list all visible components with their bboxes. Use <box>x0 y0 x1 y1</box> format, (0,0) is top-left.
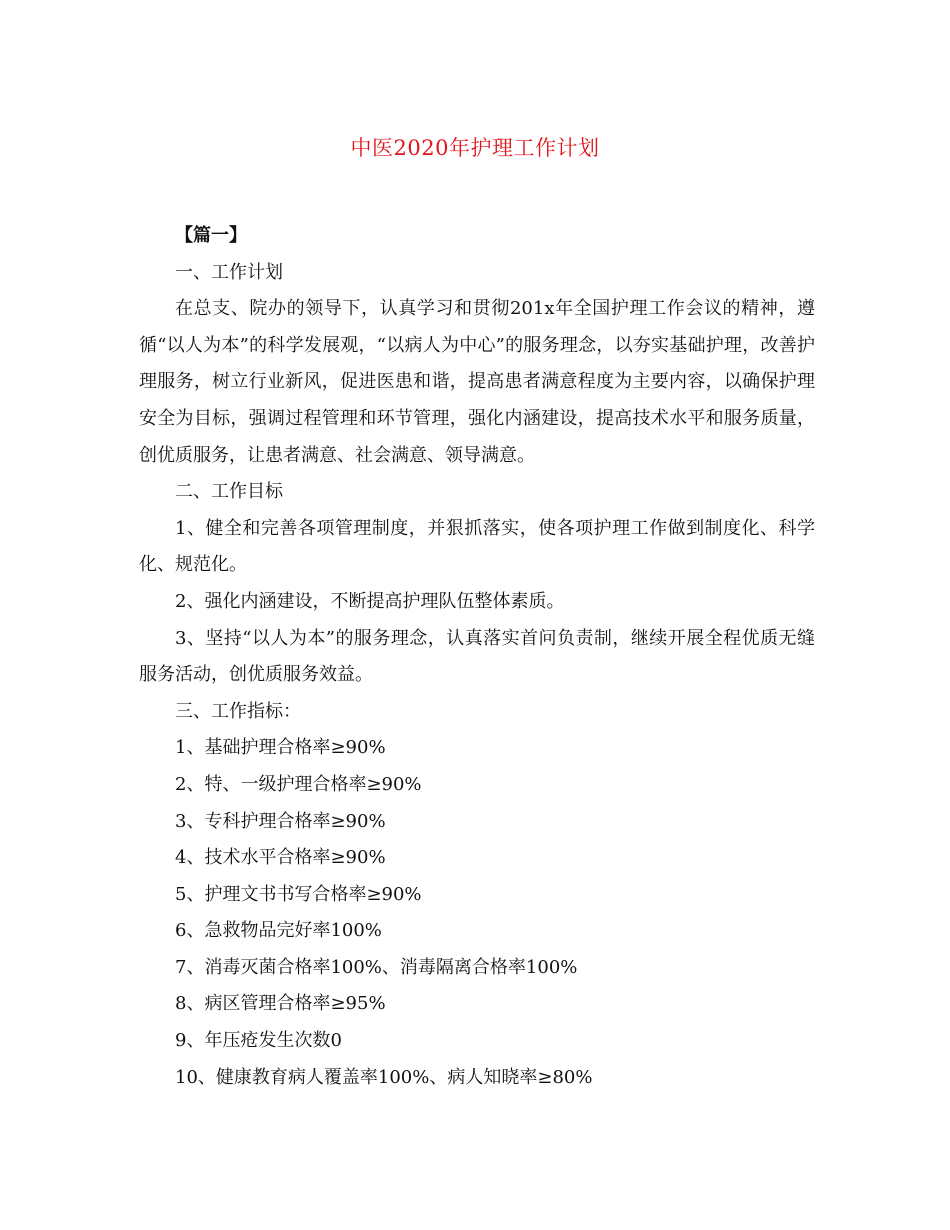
document-title: 中医2020年护理工作计划 <box>350 136 600 160</box>
indicator-item: 8、病区管理合格率≥95% <box>175 993 386 1015</box>
indicator-item: 3、专科护理合格率≥90% <box>175 810 386 832</box>
indicator-item: 4、技术水平合格率≥90% <box>175 847 386 869</box>
document-body <box>139 218 815 1096</box>
indicator-item: 2、特、一级护理合格率≥90% <box>175 773 422 795</box>
heading-work-plan: 一、工作计划 <box>175 261 283 283</box>
goal-item: 3、坚持“以人为本”的服务理念，认真落实首问负责制，继续开展全程优质无缝服务活动，创优质服务效益。 <box>139 627 815 686</box>
indicator-item: 5、护理文书书写合格率≥90% <box>175 883 422 905</box>
indicator-item: 10、健康教育病人覆盖率100%、病人知晓率≥80% <box>175 1066 593 1088</box>
indicator-item: 9、年压疮发生次数0 <box>175 1030 342 1052</box>
goal-item: 1、健全和完善各项管理制度，并狠抓落实，使各项护理工作做到制度化、科学化、规范化。 <box>139 517 815 576</box>
heading-work-indicators: 三、工作指标： <box>175 700 301 722</box>
indicator-item: 7、消毒灭菌合格率100%、消毒隔离合格率100% <box>175 956 578 978</box>
paragraph-work-plan: 在总支、院办的领导下，认真学习和贯彻201x年全国护理工作会议的精神，遵循“以人为本”的科学发展观，“以病人为中心”的服务理念，以夯实基础护理，改善护理服务，树立行业新风，促进医患和谐，提高患者满意程度为主要内容，以确保护理安全为目标，强调过程管理和环节管理，强化内涵建设，提高技术水平和服务质量，创优质服务，让患者满意、社会满意、领导满意。 <box>139 298 815 466</box>
heading-work-goals: 二、工作目标 <box>175 481 283 503</box>
indicator-item: 1、基础护理合格率≥90% <box>175 737 386 759</box>
section-mark: 【篇一】 <box>175 225 247 246</box>
indicator-item: 6、急救物品完好率100% <box>175 920 382 942</box>
goal-item: 2、强化内涵建设，不断提高护理队伍整体素质。 <box>175 590 565 612</box>
